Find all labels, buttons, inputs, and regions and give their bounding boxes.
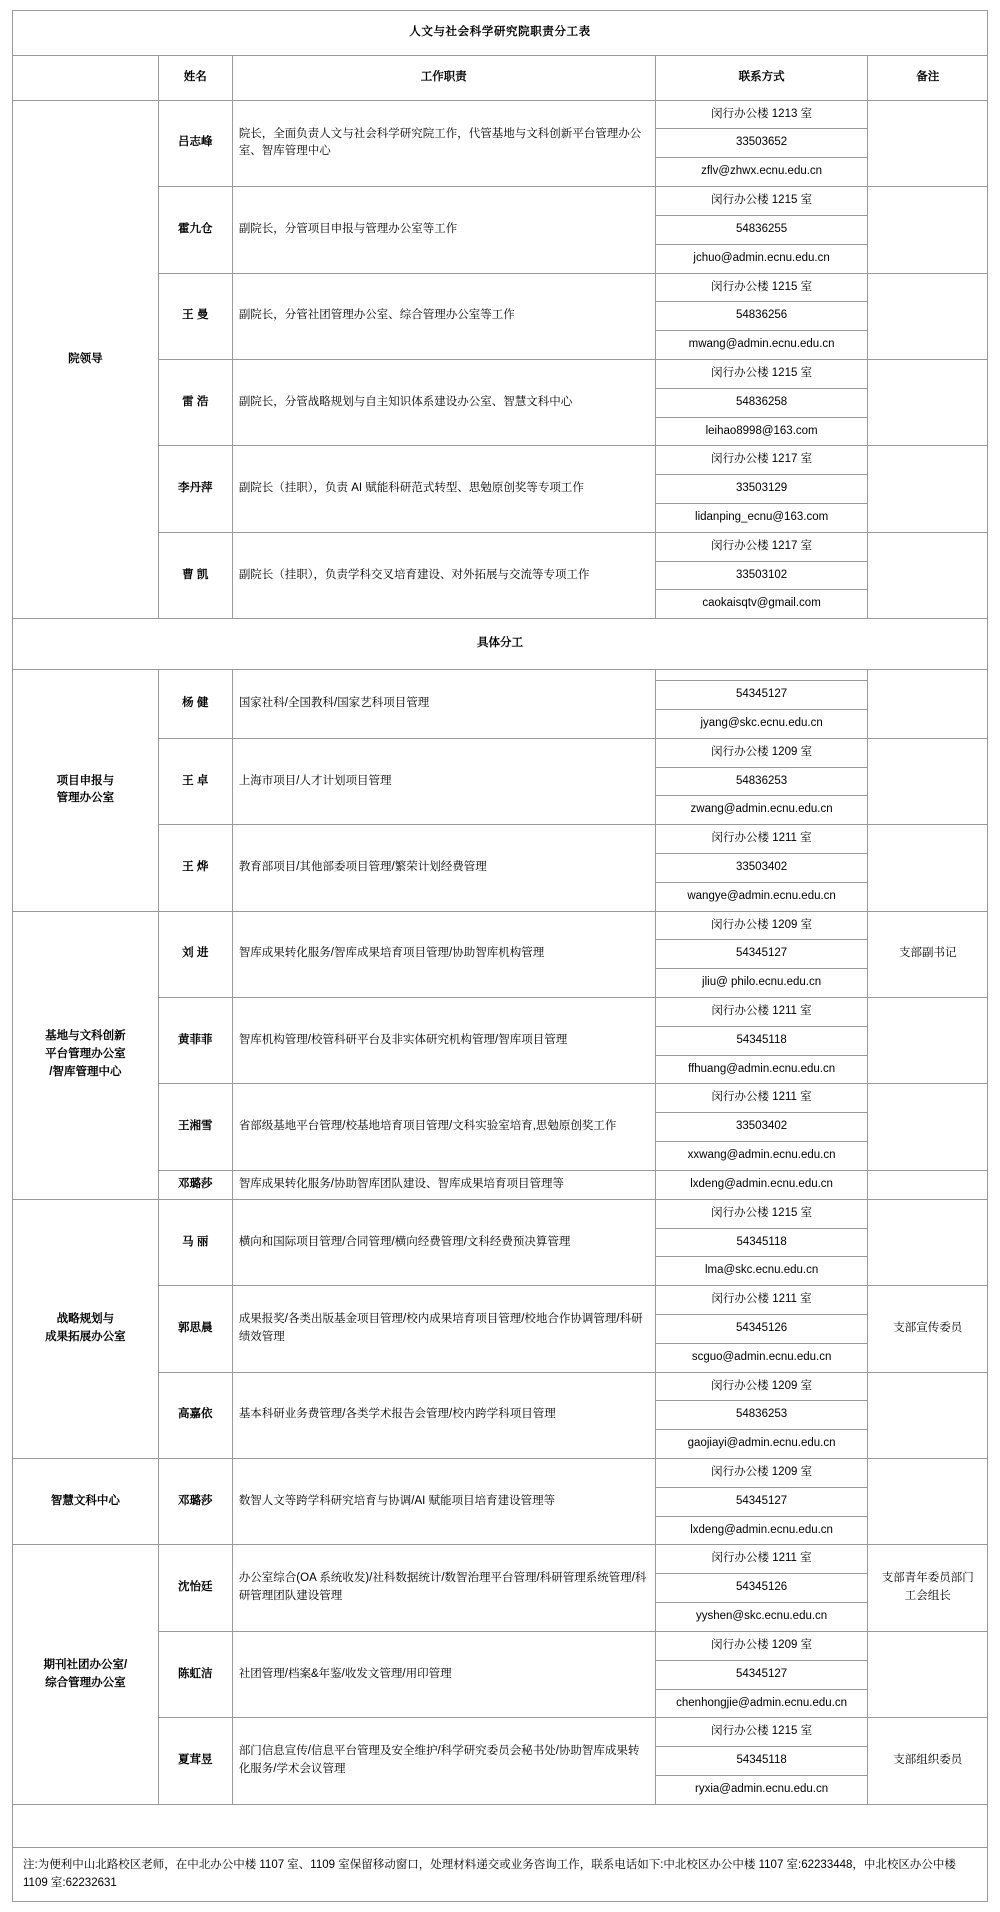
- contact-room: [655, 670, 868, 681]
- contact-room: 闵行办公楼 1211 室: [655, 1286, 868, 1315]
- contact-phone: 33503402: [655, 853, 868, 882]
- contact-email: lma@skc.ecnu.edu.cn: [655, 1257, 868, 1286]
- person-note: 支部组织委员: [868, 1718, 988, 1804]
- person-duty: 部门信息宣传/信息平台管理及安全维护/科学研究委员会秘书处/协助智库成果转化服务/学术会议管理: [232, 1718, 655, 1804]
- contact-phone: 54836253: [655, 767, 868, 796]
- person-note: 支部副书记: [868, 911, 988, 997]
- footer-spacer-row: [13, 1804, 988, 1847]
- page-title: 人文与社会科学研究院职责分工表: [13, 11, 988, 56]
- person-note: [868, 998, 988, 1084]
- contact-phone: 54836253: [655, 1401, 868, 1430]
- person-duty: 副院长，分管项目申报与管理办公室等工作: [232, 187, 655, 273]
- person-name: 高嘉依: [158, 1372, 232, 1458]
- person-duty: 智库成果转化服务/协助智库团队建设、智库成果培育项目管理等: [232, 1170, 655, 1199]
- column-header-contact: 联系方式: [655, 55, 868, 100]
- unit-label-cell: 智慧文科中心: [13, 1459, 159, 1545]
- person-duty: 数智人文等跨学科研究培育与协调/AI 赋能项目培育建设管理等: [232, 1459, 655, 1545]
- table-row: [13, 100, 988, 129]
- table-row: [13, 532, 988, 561]
- person-duty: 成果报奖/各类出版基金项目管理/校内成果培育项目管理/校地合作协调管理/科研绩效管理: [232, 1286, 655, 1372]
- contact-room: 闵行办公楼 1215 室: [655, 187, 868, 216]
- person-name: 黄菲菲: [158, 998, 232, 1084]
- section-band-label: 具体分工: [13, 619, 988, 670]
- contact-phone: 54345126: [655, 1574, 868, 1603]
- footer-spacer-cell: [13, 1804, 988, 1847]
- contact-room: 闵行办公楼 1217 室: [655, 532, 868, 561]
- table-row: [13, 1084, 988, 1113]
- person-duty: 横向和国际项目管理/合同管理/横向经费管理/文科经费预决算管理: [232, 1199, 655, 1285]
- unit-label-cell: 项目申报与 管理办公室: [13, 670, 159, 912]
- person-note: [868, 446, 988, 532]
- person-duty: 省部级基地平台管理/校基地培育项目管理/文科实验室培育,思勉原创奖工作: [232, 1084, 655, 1170]
- contact-phone: 54345118: [655, 1026, 868, 1055]
- person-duty: 教育部项目/其他部委项目管理/繁荣计划经费管理: [232, 825, 655, 911]
- person-note: [868, 273, 988, 359]
- table-row: [13, 1718, 988, 1747]
- contact-email: wangye@admin.ecnu.edu.cn: [655, 882, 868, 911]
- column-header-unit: [13, 55, 159, 100]
- person-duty: 办公室综合(OA 系统收发)/社科数据统计/数智治理平台管理/科研管理系统管理/科研管理团队建设管理: [232, 1545, 655, 1631]
- contact-email: ffhuang@admin.ecnu.edu.cn: [655, 1055, 868, 1084]
- duty-assignment-table: [12, 10, 988, 1902]
- contact-room: 闵行办公楼 1209 室: [655, 1459, 868, 1488]
- table-row: [13, 825, 988, 854]
- table-row: [13, 670, 988, 681]
- table-row: [13, 273, 988, 302]
- person-note: [868, 1084, 988, 1170]
- contact-phone: 54345118: [655, 1228, 868, 1257]
- person-note: [868, 359, 988, 445]
- table-row: [13, 1545, 988, 1574]
- contact-room: 闵行办公楼 1209 室: [655, 738, 868, 767]
- contact-phone: 33503402: [655, 1113, 868, 1142]
- person-duty: 国家社科/全国教科/国家艺科项目管理: [232, 670, 655, 739]
- contact-phone: 33503102: [655, 561, 868, 590]
- person-duty: 上海市项目/人才计划项目管理: [232, 738, 655, 824]
- person-note: [868, 738, 988, 824]
- person-note: [868, 187, 988, 273]
- person-name: 吕志峰: [158, 100, 232, 186]
- unit-label-cell: 战略规划与 成果拓展办公室: [13, 1199, 159, 1458]
- person-name: 曹 凯: [158, 532, 232, 618]
- footnote-row: [13, 1847, 988, 1902]
- contact-room: 闵行办公楼 1211 室: [655, 1545, 868, 1574]
- contact-email: jchuo@admin.ecnu.edu.cn: [655, 244, 868, 273]
- column-header-row: [13, 55, 988, 100]
- contact-email: caokaisqtv@gmail.com: [655, 590, 868, 619]
- table-row: [13, 998, 988, 1027]
- contact-room: 闵行办公楼 1215 室: [655, 359, 868, 388]
- contact-phone: 54836256: [655, 302, 868, 331]
- person-note: [868, 1372, 988, 1458]
- contact-phone: 54836258: [655, 388, 868, 417]
- contact-room: 闵行办公楼 1209 室: [655, 911, 868, 940]
- contact-phone: 54345127: [655, 1660, 868, 1689]
- contact-email: lxdeng@admin.ecnu.edu.cn: [655, 1516, 868, 1545]
- contact-phone: 54836255: [655, 215, 868, 244]
- column-header-name: 姓名: [158, 55, 232, 100]
- person-note: [868, 1199, 988, 1285]
- person-duty: 智库机构管理/校管科研平台及非实体研究机构管理/智库项目管理: [232, 998, 655, 1084]
- contact-email: ryxia@admin.ecnu.edu.cn: [655, 1775, 868, 1804]
- person-name: 陈虹洁: [158, 1631, 232, 1717]
- person-duty: 基本科研业务费管理/各类学术报告会管理/校内跨学科项目管理: [232, 1372, 655, 1458]
- contact-room: 闵行办公楼 1215 室: [655, 1718, 868, 1747]
- contact-email: mwang@admin.ecnu.edu.cn: [655, 331, 868, 360]
- person-note: 支部青年委员部门 工会组长: [868, 1545, 988, 1631]
- person-name: 杨 健: [158, 670, 232, 739]
- contact-email: jliu@ philo.ecnu.edu.cn: [655, 969, 868, 998]
- contact-phone: 54345127: [655, 681, 868, 710]
- table-row: [13, 911, 988, 940]
- contact-email: zflv@zhwx.ecnu.edu.cn: [655, 158, 868, 187]
- person-name: 王 曼: [158, 273, 232, 359]
- unit-label-cell: 基地与文科创新 平台管理办公室 /智库管理中心: [13, 911, 159, 1199]
- contact-phone: 54345126: [655, 1314, 868, 1343]
- person-duty: 副院长，分管社团管理办公室、综合管理办公室等工作: [232, 273, 655, 359]
- person-duty: 副院长（挂职），负责学科交叉培育建设、对外拓展与交流等专项工作: [232, 532, 655, 618]
- table-row: [13, 1631, 988, 1660]
- person-name: 郭思晨: [158, 1286, 232, 1372]
- contact-phone: 54345127: [655, 1487, 868, 1516]
- contact-room: 闵行办公楼 1211 室: [655, 1084, 868, 1113]
- unit-label-cell: 院领导: [13, 100, 159, 619]
- title-row: [13, 11, 988, 56]
- contact-phone: 54345118: [655, 1747, 868, 1776]
- table-row: [13, 1170, 988, 1199]
- person-note: [868, 1631, 988, 1717]
- person-name: 沈怡廷: [158, 1545, 232, 1631]
- contact-room: 闵行办公楼 1215 室: [655, 273, 868, 302]
- person-note: [868, 670, 988, 739]
- contact-room: 闵行办公楼 1211 室: [655, 825, 868, 854]
- contact-email: yyshen@skc.ecnu.edu.cn: [655, 1603, 868, 1632]
- person-name: 王 烨: [158, 825, 232, 911]
- person-name: 刘 进: [158, 911, 232, 997]
- contact-email: leihao8998@163.com: [655, 417, 868, 446]
- table-row: [13, 1459, 988, 1488]
- contact-phone: 33503129: [655, 475, 868, 504]
- person-duty: 副院长（挂职），负责 AI 赋能科研范式转型、思勉原创奖等专项工作: [232, 446, 655, 532]
- contact-room: 闵行办公楼 1215 室: [655, 1199, 868, 1228]
- person-name: 邓璐莎: [158, 1170, 232, 1199]
- contact-phone: 33503652: [655, 129, 868, 158]
- contact-room: 闵行办公楼 1217 室: [655, 446, 868, 475]
- person-name: 夏茸昱: [158, 1718, 232, 1804]
- footnote: 注:为便利中山北路校区老师，在中北办公中楼 1107 室、1109 室保留移动窗口，处理材料递交或业务咨询工作，联系电话如下:中北校区办公中楼 1107 室:62233448，中北校区办公中楼 1109 室:62232631: [13, 1847, 988, 1902]
- person-name: 霍九仓: [158, 187, 232, 273]
- person-duty: 智库成果转化服务/智库成果培育项目管理/协助智库机构管理: [232, 911, 655, 997]
- table-row: [13, 1286, 988, 1315]
- person-name: 李丹萍: [158, 446, 232, 532]
- table-row: [13, 738, 988, 767]
- contact-email: scguo@admin.ecnu.edu.cn: [655, 1343, 868, 1372]
- person-name: 雷 浩: [158, 359, 232, 445]
- person-note: [868, 100, 988, 186]
- person-note: [868, 825, 988, 911]
- contact-phone: 54345127: [655, 940, 868, 969]
- person-duty: 副院长，分管战略规划与自主知识体系建设办公室、智慧文科中心: [232, 359, 655, 445]
- contact-room: 闵行办公楼 1209 室: [655, 1631, 868, 1660]
- person-note: 支部宣传委员: [868, 1286, 988, 1372]
- person-name: 王湘雪: [158, 1084, 232, 1170]
- table-row: [13, 446, 988, 475]
- table-row: [13, 187, 988, 216]
- person-duty: 社团管理/档案&年鉴/收发文管理/用印管理: [232, 1631, 655, 1717]
- contact-email: jyang@skc.ecnu.edu.cn: [655, 709, 868, 738]
- contact-email: xxwang@admin.ecnu.edu.cn: [655, 1142, 868, 1171]
- person-note: [868, 1170, 988, 1199]
- contact-email: gaojiayi@admin.ecnu.edu.cn: [655, 1430, 868, 1459]
- table-row: [13, 1199, 988, 1228]
- column-header-duty: 工作职责: [232, 55, 655, 100]
- person-name: 王 卓: [158, 738, 232, 824]
- person-note: [868, 532, 988, 618]
- contact-room: 闵行办公楼 1213 室: [655, 100, 868, 129]
- contact-room: 闵行办公楼 1211 室: [655, 998, 868, 1027]
- person-name: 邓璐莎: [158, 1459, 232, 1545]
- table-row: [13, 1372, 988, 1401]
- person-note: [868, 1459, 988, 1545]
- contact-email: lidanping_ecnu@163.com: [655, 504, 868, 533]
- person-duty: 院长，全面负责人文与社会科学研究院工作，代管基地与文科创新平台管理办公室、智库管理中心: [232, 100, 655, 186]
- unit-label-cell: 期刊社团办公室/ 综合管理办公室: [13, 1545, 159, 1804]
- contact-room: 闵行办公楼 1209 室: [655, 1372, 868, 1401]
- column-header-note: 备注: [868, 55, 988, 100]
- table-row: [13, 359, 988, 388]
- contact-email: chenhongjie@admin.ecnu.edu.cn: [655, 1689, 868, 1718]
- contact-email: zwang@admin.ecnu.edu.cn: [655, 796, 868, 825]
- person-name: 马 丽: [158, 1199, 232, 1285]
- section-band-row: [13, 619, 988, 670]
- contact-email: lxdeng@admin.ecnu.edu.cn: [655, 1170, 868, 1199]
